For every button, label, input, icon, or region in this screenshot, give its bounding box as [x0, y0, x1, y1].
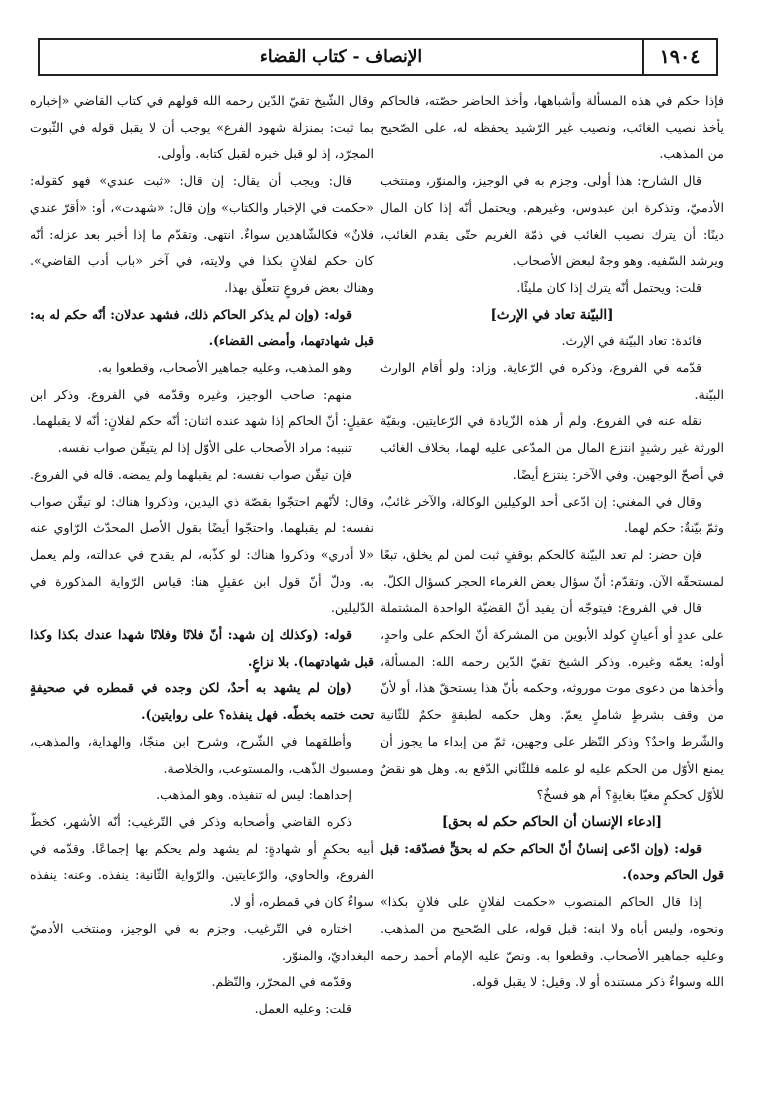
- right-text-column: [380, 88, 724, 996]
- paragraph: ذكره القاضي وأصحابه وذكر في التّرغيب: أنّه الأشهر، كخطّ أبيه بحكمٍ أو شهادةٍ: لم يشهد ولم يحكم بها إجماعًا. وقدّمه في الفروع، والحاوي، والرّعايتين. والرّواية الثّانية: ينفذه. وعنه: ينفذه سواءٌ كان في قمطره، أو لا.: [30, 813, 374, 910]
- paragraph: وقال الشّيخ تقيّ الدّين رحمه الله قولهم في كتاب القاضي «إخباره بما ثبت: بمنزلة شهود الفرع» يوجب أن لا يقبل قوله في الثّبوت المجرّد، إذ لو قبل خبره لقبل كتابه. وأولى.: [30, 93, 374, 162]
- page-number: ١٩٠٤: [642, 40, 716, 74]
- quoted-passage: قوله: (وإن ادّعى إنسانٌ أنّ الحاكم حكم له بحقٍّ فصدّقه: قبل قول الحاكم وحده).: [380, 840, 724, 883]
- running-title: الإنصاف - كتاب القضاء: [259, 47, 423, 67]
- paragraph: قال في الفروع: فيتوجّه أن يفيد أنّ القضيّة الواحدة المشتملة على عددٍ أو أعيانٍ كولد الأبوين من المشركة أنّ الحكم على واحدٍ، أوله: يعمّه وغيره. وذكر الشيخ تقيّ الدّين رحمه الله: المسألة، وأخذها من دعوى موت موروثه، وحكمه بأنّ هذا يستحقّ هذا، أو لأنّ من وقف بشرطٍ شاملٍ يعمّ. وهل حكمه لطبقةٍ حكمٌ للثّانية والشّرط واحدٌ؟ وذكر النّظر على وجهين، ثمّ من إبداء ما يجوز أن يمنع الأوّل من الحكم عليه لو علمه فللثّاني الدّفع به. وهل هو نقضٌ للأوّل كحكمٍ مغيّا بغايةٍ؟ أم هو فسخٌ؟: [380, 600, 724, 803]
- paragraph: قال الشارح: هذا أولى. وجزم به في الوجيز، والمنوّر، ومنتخب الأدميّ، وتذكرة ابن عبدوس، وغيرهم. ويحتمل أنّه إذا كان المال دينًا: أن يترك نصيب الغائب في ذمّة الغريم حتّى يقدم الغائب، ويرشد السّفيه. وهو وجهٌ لبعض الأصحاب.: [380, 173, 724, 269]
- paragraph: اختاره في التّرغيب. وجزم به في الوجيز، ومنتخب الأدميّ البغداديّ، والمنوّر.: [30, 920, 374, 963]
- paragraph: قلت: وعليه العمل.: [254, 1000, 352, 1016]
- paragraph: تنبيه: مراد الأصحاب على الأوّل إذا لم يتيقّن صواب نفسه.: [57, 440, 352, 456]
- quoted-passage: قوله: (وإن لم يذكر الحاكم ذلك، فشهد عدلان: أنّه حكم له به: قبل شهادتهما، وأمضى القضاء).: [30, 306, 374, 349]
- paragraph: قدّمه في الفروع، وذكره في الرّعاية. وزاد: ولو أقام الوارث البيّنة.: [380, 360, 724, 402]
- quoted-passage: قوله: (وكذلك إن شهد: أنّ فلانًا وفلانًا شهدا عندك بكذا وكذا قبل شهادتهما). بلا نزاعٍ.: [30, 627, 374, 669]
- paragraph: إذا قال الحاكم المنصوب «حكمت لفلانٍ على فلانٍ بكذا» ونحوه، وليس أباه ولا ابنه: قبل قوله، على الصّحيح من المذهب. وعليه جماهير الأصحاب. وقطعوا به. ونصّ عليه الإمام أحمد رحمه الله وسواءٌ ذكر مستنده أو لا. وقيل: لا يقبل قوله.: [380, 894, 724, 990]
- paragraph: قال: ويجب أن يقال: إن قال: «ثبت عندي» فهو كقوله: «حكمت في الإخبار والكتاب» وإن قال: «شهدت»، أو: «أقرّ عندي فلانٌ» فكالشّاهدين سواءٌ. انتهى. وتقدّم ما إذا أخبر بعد عزله: أنّه كان حكم لفلانٍ بكذا في ولايته، في آخر «باب أدب القاضي». وهناك بعض فروعٍ تتعلّق بهذا.: [30, 173, 374, 295]
- paragraph: وهو المذهب، وعليه جماهير الأصحاب، وقطعوا به.: [97, 360, 352, 376]
- page-header: [38, 38, 718, 76]
- paragraph: وقال في المغني: إن ادّعى أحد الوكيلين الوكالة، والآخر غائبٌ، وثمّ بيّنةٌ: حكم لهما.: [380, 493, 724, 536]
- paragraph: وقدّمه في المحرّر، والنّظم.: [211, 974, 352, 990]
- paragraph: قلت: ويحتمل أنّه يترك إذا كان مليئًا.: [516, 279, 702, 295]
- section-heading: [ادعاء الإنسان أن الحاكم حكم له بحق]: [441, 813, 663, 830]
- paragraph: فإن تيقّن صواب نفسه: لم يقبلهما ولم يمضه. قاله في الفروع. وقال: لأنّهم احتجّوا بقصّة ذي اليدين، وذكروا هناك: لو تيقّن صواب نفسه: لم يقبلهما. واحتجّوا أيضًا بقول الأصل المحدّث الرّاوي عنه «لا أدري» وذكروا هناك: لو كذّبه، لم يقدح في عدالته، ولم يعمل به. ودلّ أنّ قول ابن عقيلٍ هنا: قياس الرّواية المذكورة في الدّليلين.: [30, 466, 374, 616]
- paragraph: منهم: صاحب الوجيز، وغيره وقدّمه في الفروع. وذكر ابن عقيلٍ: أنّ الحاكم إذا شهد عنده اثنان: أنّه حكم لفلانٍ: أنّه لا يقبلهما.: [30, 386, 374, 429]
- quoted-passage: (وإن لم يشهد به أحدٌ، لكن وجده في قمطره في صحيفةٍ تحت ختمه بخطّه. فهل ينفذه؟ على روايتين).: [30, 680, 374, 723]
- paragraph: وأطلقهما في الشّرح، وشرح ابن منجّا، والهداية، والمذهب، ومسبوك الذّهب، والمستوعب، والخلاصة.: [30, 733, 374, 776]
- paragraph: إحداهما: ليس له تنفيذه. وهو المذهب.: [156, 787, 352, 803]
- paragraph: فإذا حكم في هذه المسألة وأشباهها، وأخذ الحاضر حصّته، فالحاكم يأخذ نصيب الغائب، ونصيب غير الرّشيد يحفظه له، على الصّحيح من المذهب.: [380, 93, 724, 162]
- paragraph: نقله عنه في الفروع. ولم أر هذه الزّيادة في الرّعايتين. وبقيّة الورثة غير رشيدٍ انتزع المال من المدّعى عليه لهما، بخلاف الغائب في أصحّ الوجهين. وفي الآخر: ينتزع أيضًا.: [380, 413, 724, 482]
- section-heading: [البيّنة تعاد في الإرث]: [490, 306, 614, 323]
- paragraph: فائدة: تعاد البيّنة في الإرث.: [561, 333, 702, 349]
- left-text-column: [30, 88, 374, 1023]
- paragraph: فإن حضر: لم تعد البيّنة كالحكم بوقفٍ ثبت لمن لم يخلق، تبعًا لمستحقّه الآن. وتقدّم: أنّ سؤال بعض الغرماء الحجر كسؤال الكلّ.: [380, 546, 724, 589]
